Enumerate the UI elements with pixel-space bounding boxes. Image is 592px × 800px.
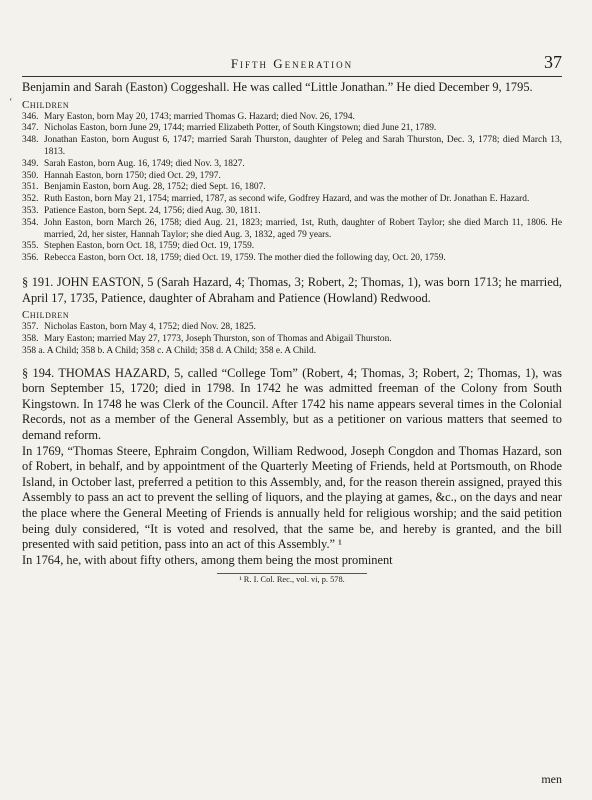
children-heading-2: Children <box>22 309 70 322</box>
child-entry <box>22 253 562 265</box>
entry-number: 347. <box>22 123 39 134</box>
entry-text: Mary Easton; married May 27, 1773, Joseph Thurston, son of Thomas and Abigail Thurston. <box>44 333 392 344</box>
entry-text: Patience Easton, born Sept. 24, 1756; died Aug. 30, 1811. <box>44 205 261 216</box>
entry-text: Stephen Easton, born Oct. 18, 1759; died Oct. 19, 1759. <box>44 241 255 252</box>
section-194-paragraph-1: § 194. THOMAS HAZARD, 5, called “College Tom” (Robert, 4; Thomas, 3; Robert, 2; Thomas, 1), was born September 15, 1720; died in 1798. In 1742 he was admitted freeman of the Colony from South Kingstown. In 1748 he was Clerk of the Council. After 1742 his name appears several times in the Colonial Records, not as a member of the General Assembly, but as a petitioner on various matters that seemed to demand reform. <box>22 365 562 443</box>
child-entry <box>22 135 562 159</box>
entry-number: 350. <box>22 170 39 181</box>
section-194-paragraph-3: In 1764, he, with about fifty others, among them being the most prominent <box>22 552 393 567</box>
entry-text: Nicholas Easton, born May 4, 1752; died Nov. 28, 1825. <box>44 322 256 333</box>
entry-number: 356. <box>22 253 39 264</box>
entry-number: 355. <box>22 241 39 252</box>
child-entry <box>22 322 562 334</box>
entry-text: Hannah Easton, born 1750; died Oct. 29, 1797. <box>44 170 221 181</box>
entry-number: 357. <box>22 322 39 333</box>
child-entry <box>22 112 562 124</box>
entry-number: 351. <box>22 182 39 193</box>
child-entry <box>22 123 562 135</box>
children-list-1 <box>22 112 562 265</box>
entry-text: Sarah Easton, born Aug. 16, 1749; died Nov. 3, 1827. <box>44 158 245 169</box>
entry-number: 349. <box>22 158 39 169</box>
entry-number: 348. <box>22 135 39 146</box>
entry-number: 358. <box>22 333 39 344</box>
entry-text: Jonathan Easton, born August 6, 1747; married Sarah Thurston, daughter of Peleg and Sarah Thurston, Dec. 3, 1778; died March 13, 1813. <box>44 135 562 157</box>
entry-number: 353. <box>22 205 39 216</box>
child-entry <box>22 218 562 242</box>
footnote-rule <box>217 573 367 574</box>
running-header <box>22 52 562 77</box>
page-number: 37 <box>544 52 562 72</box>
entry-text: Ruth Easton, born May 21, 1754; married, 1787, as second wife, Godfrey Hazard, and was the mother of Dr. Jonathan E. Hazard. <box>44 194 530 205</box>
chapter-title: Fifth Generation <box>230 56 354 71</box>
child-entry <box>22 171 562 183</box>
margin-mark: ‘ <box>9 97 13 108</box>
entry-text: John Easton, born March 26, 1758; died Aug. 21, 1823; married, 1st, Ruth, daughter of Robert Taylor; she died March 11, 1806. He married, 2d, her sister, Hannah Taylor; she died Aug. 3, 1832, aged 79 years. <box>44 217 562 240</box>
entry-text: Mary Easton, born May 20, 1743; married Thomas G. Hazard; died Nov. 26, 1794. <box>44 111 355 122</box>
section-194-paragraph-2: In 1769, “Thomas Steere, Ephraim Congdon, William Redwood, Joseph Congdon and Thomas Hazard, son of Robert, in behalf, and by appointment of the Quarterly Meeting of Friends, held at Portsmouth, on Rhode Island, in October last, preferred a petition to this Assembly, and, for the reason therein assigned, prayed this Assembly to pass an act to prevent the selling of liquors, and the playing at games, &c., on the days and near the place where the General Meeting of Friends is annually held for religious worship; and the said petition being duly considered, “It is voted and resolved, that the same be, and hereby is granted, and the bill presented with said petition, pass into an act of this Assembly.” ¹ <box>22 443 562 552</box>
child-entry <box>22 334 562 346</box>
child-entry <box>22 194 562 206</box>
page-body <box>22 80 562 584</box>
children-list-2 <box>22 322 562 346</box>
catchword: men <box>541 772 562 786</box>
entry-text: Nicholas Easton, born June 29, 1744; married Elizabeth Potter, of South Kingstown; died June 21, 1789. <box>44 123 437 134</box>
section-191-paragraph: § 191. JOHN EASTON, 5 (Sarah Hazard, 4; Thomas, 3; Robert, 2; Thomas, 1), was born 1713; he married, April 17, 1735, Patience, daughter of Abraham and Patience (Howland) Redwood. <box>22 274 562 305</box>
footnote: ¹ R. I. Col. Rec., vol. vi, p. 578. <box>239 575 345 585</box>
entry-text: Rebecca Easton, born Oct. 18, 1759; died Oct. 19, 1759. The mother died the following day, Oct. 20, 1759. <box>44 253 446 264</box>
entry-number: 354. <box>22 217 39 228</box>
entry-number: 352. <box>22 194 39 205</box>
entry-number: 346. <box>22 111 39 122</box>
children-heading-1: Children <box>22 98 70 111</box>
child-entry <box>22 159 562 171</box>
children-extra-line: 358 a. A Child; 358 b. A Child; 358 c. A Child; 358 d. A Child; 358 e. A Child. <box>22 345 317 356</box>
intro-paragraph: Benjamin and Sarah (Easton) Coggeshall. He was called “Little Jonathan.” He died December 9, 1795. <box>22 80 533 94</box>
entry-text: Benjamin Easton, born Aug. 28, 1752; died Sept. 16, 1807. <box>44 182 266 193</box>
child-entry <box>22 241 562 253</box>
child-entry <box>22 182 562 194</box>
child-entry <box>22 206 562 218</box>
